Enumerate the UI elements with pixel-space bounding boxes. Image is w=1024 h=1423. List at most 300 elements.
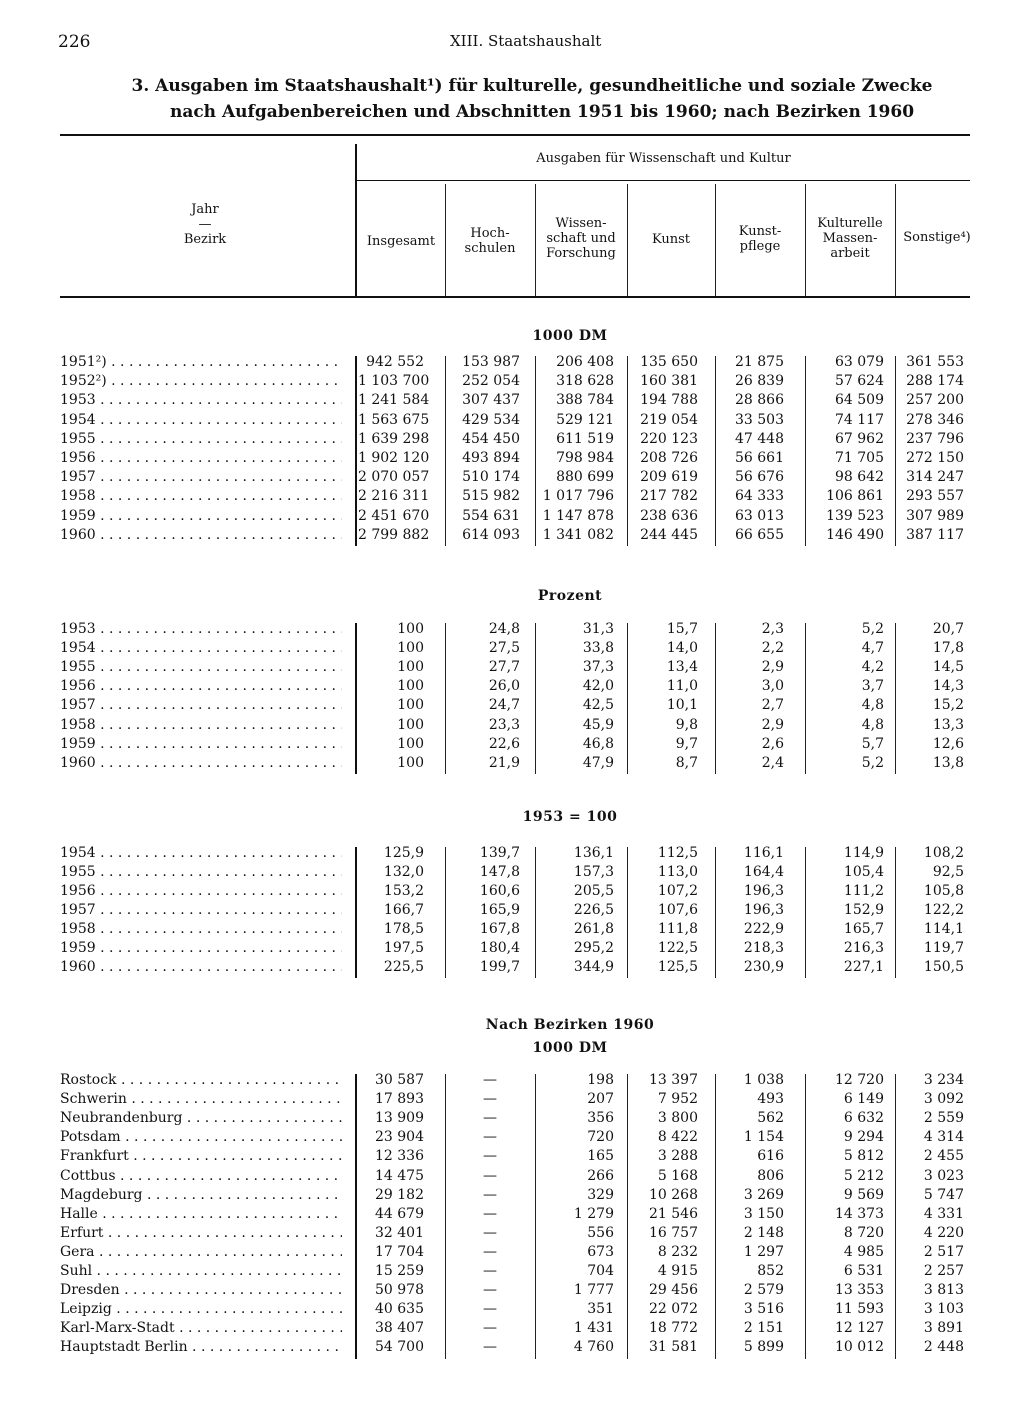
cell-insgesamt: 15 259 [375,1263,424,1279]
cell-kunstpflege: 1 297 [743,1243,784,1260]
table-row [0,1187,1024,1206]
cell-hochschulen: — [483,1243,497,1260]
cell-sonstige: 92,5 [932,864,964,880]
cell-massenarbeit: 5 812 [843,1148,884,1165]
row-label: 1957 . . . [60,469,342,485]
cell-hochschulen: 199,7 [479,959,520,975]
stub-header-dash: — [198,217,212,232]
table-row [0,717,1024,736]
cell-kunst: 16 757 [649,1224,698,1241]
cell-sonstige: 4 331 [923,1205,964,1222]
table-row [0,1225,1024,1244]
cell-insgesamt: 100 [397,716,424,733]
cell-insgesamt: 38 407 [375,1320,424,1337]
cell-kunstpflege: 33 503 [735,411,784,428]
cell-sonstige: 114,1 [923,921,964,937]
cell-hochschulen: — [483,1320,497,1337]
cell-kunstpflege: 3 516 [743,1301,784,1318]
table-row [0,1168,1024,1187]
cell-kunst: 194 788 [640,392,698,409]
cell-hochschulen: 160,6 [479,883,520,899]
cell-kunst: 5 168 [657,1167,698,1184]
cell-sonstige: 3 092 [923,1091,964,1108]
section-heading-bezirke: Nach Bezirken 1960 [485,1017,655,1033]
cell-kunstpflege: 1 038 [743,1072,784,1088]
row-label: Karl-Marx-Stadt . . . [60,1320,342,1336]
cell-sonstige: 2 257 [923,1263,964,1279]
cell-sonstige: 108,2 [923,845,964,861]
table-row [0,1148,1024,1167]
cell-sonstige: 2 448 [923,1339,964,1356]
cell-wissenschaft: 46,8 [582,735,614,752]
cell-kunst: 8 422 [657,1129,698,1146]
cell-kunstpflege: 2,2 [761,640,784,657]
cell-kunst: 111,8 [657,921,698,937]
cell-massenarbeit: 5,2 [861,621,884,637]
row-label: 1960 . . . [60,959,342,975]
cell-sonstige: 119,7 [923,940,964,956]
table-row [0,1072,1024,1091]
cell-hochschulen: — [483,1167,497,1184]
row-label: 1958 . . . [60,488,342,504]
cell-kunstpflege: 164,4 [743,864,784,880]
row-label: 1953 . . . [60,392,342,408]
cell-sonstige: 288 174 [906,373,964,390]
cell-hochschulen: 26,0 [488,678,520,695]
cell-kunst: 9,7 [675,735,698,752]
cell-massenarbeit: 71 705 [835,450,884,466]
row-label: 1960 . . . [60,527,342,543]
cell-kunst: 209 619 [640,469,698,486]
cell-kunst: 10,1 [666,697,698,714]
cell-wissenschaft: 329 [587,1186,614,1203]
col-divider-2 [535,184,536,296]
cell-kunstpflege: 56 661 [735,450,784,466]
cell-insgesamt: 100 [397,640,424,657]
cell-massenarbeit: 10 012 [835,1339,884,1356]
cell-massenarbeit: 4,2 [861,659,884,676]
cell-wissenschaft: 4 760 [573,1339,614,1356]
cell-wissenschaft: 388 784 [556,392,614,409]
cell-sonstige: 150,5 [923,959,964,975]
cell-sonstige: 20,7 [932,621,964,637]
table-row [0,736,1024,755]
cell-kunstpflege: 28 866 [735,392,784,409]
cell-wissenschaft: 226,5 [573,902,614,918]
cell-kunst: 112,5 [657,845,698,861]
cell-hochschulen: 510 174 [462,469,520,486]
table-row [0,883,1024,902]
row-label: Dresden . . . [60,1282,342,1298]
cell-kunst: 13 397 [649,1072,698,1088]
cell-massenarbeit: 12 720 [835,1072,884,1088]
section-heading-1000dm: 1000 DM [532,328,608,344]
table-row [0,659,1024,678]
cell-insgesamt: 2 216 311 [358,488,430,505]
cell-sonstige: 237 796 [906,430,964,447]
cell-insgesamt: 100 [397,678,424,695]
cell-kunst: 7 952 [657,1091,698,1108]
cell-kunstpflege: 66 655 [735,526,784,543]
cell-wissenschaft: 37,3 [582,659,614,676]
table-row [0,1091,1024,1110]
cell-wissenschaft: 42,0 [582,678,614,695]
table-row [0,959,1024,978]
cell-insgesamt: 100 [397,659,424,676]
row-label: Suhl . . . [60,1263,342,1279]
cell-kunstpflege: 196,3 [743,902,784,918]
cell-kunstpflege: 218,3 [743,940,784,956]
table-row [0,864,1024,883]
cell-hochschulen: — [483,1186,497,1203]
cell-insgesamt: 125,9 [383,845,424,861]
cell-sonstige: 272 150 [906,450,964,466]
cell-kunst: 125,5 [657,959,698,975]
cell-massenarbeit: 98 642 [835,469,884,486]
cell-hochschulen: 429 534 [462,411,520,428]
header-bottom-rule [60,296,970,298]
row-label: Neubrandenburg . . . [60,1110,342,1126]
cell-kunst: 3 288 [657,1148,698,1165]
cell-kunstpflege: 2,9 [761,716,784,733]
cell-kunst: 8,7 [675,754,698,771]
cell-sonstige: 17,8 [932,640,964,657]
cell-insgesamt: 100 [397,754,424,771]
cell-wissenschaft: 356 [587,1110,614,1127]
table-row [0,1339,1024,1358]
cell-sonstige: 4 314 [923,1129,964,1146]
cell-massenarbeit: 5,7 [861,735,884,752]
cell-kunstpflege: 2 151 [743,1320,784,1337]
cell-wissenschaft: 198 [587,1072,614,1088]
cell-insgesamt: 942 552 [366,354,424,370]
row-label: Hauptstadt Berlin . . . [60,1339,342,1355]
cell-insgesamt: 2 451 670 [358,507,430,524]
cell-kunstpflege: 2 148 [743,1224,784,1241]
cell-kunstpflege: 2,6 [761,735,784,752]
cell-kunst: 122,5 [657,940,698,956]
cell-sonstige: 14,5 [932,659,964,676]
table-row [0,678,1024,697]
cell-wissenschaft: 798 984 [556,450,614,466]
row-label: 1954 . . . [60,845,342,861]
cell-hochschulen: 165,9 [479,902,520,918]
col-header-kunstpflege: Kunst- pflege [738,224,782,254]
table-row [0,1263,1024,1282]
cell-insgesamt: 1 639 298 [358,430,430,447]
cell-sonstige: 13,8 [932,754,964,771]
cell-hochschulen: — [483,1224,497,1241]
col-divider-3 [627,184,628,296]
cell-kunstpflege: 2,3 [761,621,784,637]
cell-massenarbeit: 152,9 [843,902,884,918]
section-subheading-1000dm: 1000 DM [532,1040,608,1056]
cell-insgesamt: 100 [397,697,424,714]
cell-massenarbeit: 216,3 [843,940,884,956]
cell-sonstige: 3 813 [923,1282,964,1299]
cell-wissenschaft: 1 147 878 [542,507,614,524]
table-row [0,1110,1024,1129]
cell-kunstpflege: 852 [757,1263,784,1279]
cell-kunstpflege: 230,9 [743,959,784,975]
cell-wissenschaft: 266 [587,1167,614,1184]
table-row [0,469,1024,488]
cell-massenarbeit: 57 624 [835,373,884,390]
cell-hochschulen: 22,6 [488,735,520,752]
cell-insgesamt: 1 563 675 [358,411,430,428]
col-divider-6 [895,184,896,296]
cell-hochschulen: 554 631 [462,507,520,524]
cell-hochschulen: 180,4 [479,940,520,956]
cell-kunst: 238 636 [640,507,698,524]
cell-sonstige: 3 103 [923,1301,964,1318]
row-label: 1956 . . . [60,678,342,694]
table-row [0,1282,1024,1301]
table-row [0,921,1024,940]
table-row [0,431,1024,450]
row-label: 1954 . . . [60,640,342,656]
cell-insgesamt: 100 [397,621,424,637]
cell-hochschulen: — [483,1129,497,1146]
cell-massenarbeit: 9 569 [843,1186,884,1203]
cell-insgesamt: 225,5 [383,959,424,975]
cell-kunst: 13,4 [666,659,698,676]
cell-sonstige: 257 200 [906,392,964,409]
table-row [0,940,1024,959]
cell-massenarbeit: 5,2 [861,754,884,771]
cell-insgesamt: 17 704 [375,1243,424,1260]
col-header-sonstige: Sonstige⁴) [903,230,971,245]
cell-massenarbeit: 165,7 [843,921,884,937]
col-header-wissenschaft: Wissen- schaft und Forschung [546,216,616,261]
cell-insgesamt: 12 336 [375,1148,424,1165]
table-row [0,527,1024,546]
table-row [0,1206,1024,1225]
table-row [0,412,1024,431]
cell-insgesamt: 23 904 [375,1129,424,1146]
cell-sonstige: 12,6 [932,735,964,752]
cell-insgesamt: 166,7 [383,902,424,918]
cell-wissenschaft: 1 279 [573,1205,614,1222]
cell-hochschulen: 21,9 [488,754,520,771]
row-label: Erfurt . . . [60,1225,342,1241]
col-header-insgesamt: Insgesamt [366,234,436,249]
cell-wissenschaft: 351 [587,1301,614,1318]
row-label: Halle . . . [60,1206,342,1222]
table-row [0,621,1024,640]
cell-massenarbeit: 4,7 [861,640,884,657]
cell-wissenschaft: 31,3 [582,621,614,637]
cell-wissenschaft: 165 [587,1148,614,1165]
cell-massenarbeit: 4,8 [861,716,884,733]
col-divider-5 [805,184,806,296]
cell-sonstige: 2 455 [923,1148,964,1165]
cell-hochschulen: — [483,1339,497,1356]
row-label: 1956 . . . [60,450,342,466]
cell-hochschulen: — [483,1205,497,1222]
cell-hochschulen: 27,5 [488,640,520,657]
cell-hochschulen: 614 093 [462,526,520,543]
cell-sonstige: 15,2 [932,697,964,714]
cell-wissenschaft: 720 [587,1129,614,1146]
group-header: Ausgaben für Wissenschaft und Kultur [536,151,791,166]
cell-wissenschaft: 556 [587,1224,614,1241]
cell-massenarbeit: 11 593 [835,1301,884,1318]
cell-wissenschaft: 207 [587,1091,614,1108]
cell-kunst: 14,0 [666,640,698,657]
cell-wissenschaft: 33,8 [582,640,614,657]
row-label: 1957 . . . [60,902,342,918]
cell-hochschulen: 139,7 [479,845,520,861]
cell-massenarbeit: 111,2 [843,883,884,899]
cell-kunstpflege: 5 899 [743,1339,784,1356]
cell-massenarbeit: 5 212 [843,1167,884,1184]
table-row [0,845,1024,864]
header-top-rule [60,134,970,136]
cell-insgesamt: 17 893 [375,1091,424,1108]
cell-wissenschaft: 47,9 [582,754,614,771]
cell-massenarbeit: 9 294 [843,1129,884,1146]
cell-sonstige: 3 891 [923,1320,964,1337]
row-label: Schwerin . . . [60,1091,342,1107]
cell-kunst: 113,0 [657,864,698,880]
cell-insgesamt: 1 902 120 [358,450,430,466]
col-divider-1 [445,184,446,296]
table-title-line2: nach Aufgabenbereichen und Abschnitten 1951 bis 1960; nach Bezirken 1960 [169,102,915,122]
table-row [0,1320,1024,1339]
cell-hochschulen: 252 054 [462,373,520,390]
cell-kunst: 22 072 [649,1301,698,1318]
stub-header [150,202,260,247]
cell-insgesamt: 132,0 [383,864,424,880]
row-label: 1957 . . . [60,697,342,713]
cell-massenarbeit: 106 861 [826,488,884,505]
row-label: Cottbus . . . [60,1168,342,1184]
cell-kunst: 9,8 [675,716,698,733]
col-header-hochschulen: Hoch- schulen [464,226,516,256]
row-label: 1954 . . . [60,412,342,428]
cell-kunstpflege: 3 150 [743,1205,784,1222]
cell-kunst: 219 054 [640,411,698,428]
cell-kunst: 15,7 [666,621,698,637]
table-row [0,1244,1024,1263]
cell-kunstpflege: 3,0 [761,678,784,695]
cell-kunst: 244 445 [640,526,698,543]
row-label: 1959 . . . [60,736,342,752]
group-rule [357,180,970,181]
table-row [0,373,1024,392]
cell-sonstige: 307 989 [906,507,964,524]
cell-hochschulen: — [483,1301,497,1318]
cell-hochschulen: 147,8 [479,864,520,880]
cell-kunst: 8 232 [657,1243,698,1260]
cell-insgesamt: 30 587 [375,1072,424,1088]
stub-header-district: Bezirk [183,232,227,247]
cell-insgesamt: 29 182 [375,1186,424,1203]
cell-kunst: 135 650 [640,354,698,370]
cell-insgesamt: 50 978 [375,1282,424,1299]
cell-kunstpflege: 56 676 [735,469,784,486]
cell-wissenschaft: 318 628 [556,373,614,390]
col-header-kunst: Kunst [651,232,691,247]
cell-wissenschaft: 206 408 [556,354,614,370]
running-header: XIII. Staatshaushalt [450,32,602,50]
cell-wissenschaft: 1 017 796 [542,488,614,505]
table-row [0,450,1024,469]
cell-massenarbeit: 64 509 [835,392,884,409]
cell-insgesamt: 32 401 [375,1224,424,1241]
cell-wissenschaft: 1 341 082 [542,526,614,543]
cell-wissenschaft: 880 699 [556,469,614,486]
cell-wissenschaft: 1 431 [573,1320,614,1337]
cell-sonstige: 3 234 [923,1072,964,1088]
cell-kunstpflege: 493 [757,1091,784,1108]
cell-hochschulen: 515 982 [462,488,520,505]
row-label: 1955 . . . [60,431,342,447]
table-row [0,508,1024,527]
cell-wissenschaft: 42,5 [582,697,614,714]
cell-massenarbeit: 6 531 [843,1263,884,1279]
cell-hochschulen: — [483,1282,497,1299]
cell-kunst: 10 268 [649,1186,698,1203]
stub-divider [355,144,357,298]
cell-kunst: 217 782 [640,488,698,505]
cell-kunst: 29 456 [649,1282,698,1299]
cell-kunstpflege: 616 [757,1148,784,1165]
cell-kunstpflege: 562 [757,1110,784,1127]
cell-sonstige: 3 023 [923,1167,964,1184]
cell-massenarbeit: 6 149 [843,1091,884,1108]
cell-hochschulen: 23,3 [488,716,520,733]
table-row [0,640,1024,659]
cell-hochschulen: 307 437 [462,392,520,409]
cell-kunstpflege: 3 269 [743,1186,784,1203]
cell-kunst: 11,0 [666,678,698,695]
row-label: 1955 . . . [60,659,342,675]
table-row [0,1301,1024,1320]
col-divider-4 [715,184,716,296]
cell-kunstpflege: 21 875 [735,354,784,370]
cell-kunst: 21 546 [649,1205,698,1222]
cell-kunstpflege: 47 448 [735,430,784,447]
cell-massenarbeit: 13 353 [835,1282,884,1299]
table-row [0,488,1024,507]
cell-insgesamt: 100 [397,735,424,752]
cell-hochschulen: — [483,1072,497,1088]
cell-hochschulen: 24,7 [488,697,520,714]
cell-kunstpflege: 806 [757,1167,784,1184]
cell-sonstige: 105,8 [923,883,964,899]
cell-massenarbeit: 12 127 [835,1320,884,1337]
cell-insgesamt: 40 635 [375,1301,424,1318]
row-label: 1960 . . . [60,755,342,771]
row-label: 1951²) . . . [60,354,342,370]
cell-kunstpflege: 2,7 [761,697,784,714]
row-label: Rostock . . . [60,1072,342,1088]
cell-sonstige: 361 553 [906,354,964,370]
cell-massenarbeit: 4 985 [843,1243,884,1260]
row-label: Potsdam . . . [60,1129,342,1145]
cell-massenarbeit: 74 117 [835,411,884,428]
cell-kunstpflege: 26 839 [735,373,784,390]
cell-massenarbeit: 67 962 [835,430,884,447]
cell-massenarbeit: 105,4 [843,864,884,880]
cell-kunstpflege: 116,1 [743,845,784,861]
row-label: Frankfurt . . . [60,1148,342,1164]
cell-insgesamt: 178,5 [383,921,424,937]
cell-wissenschaft: 673 [587,1243,614,1260]
cell-sonstige: 4 220 [923,1224,964,1241]
